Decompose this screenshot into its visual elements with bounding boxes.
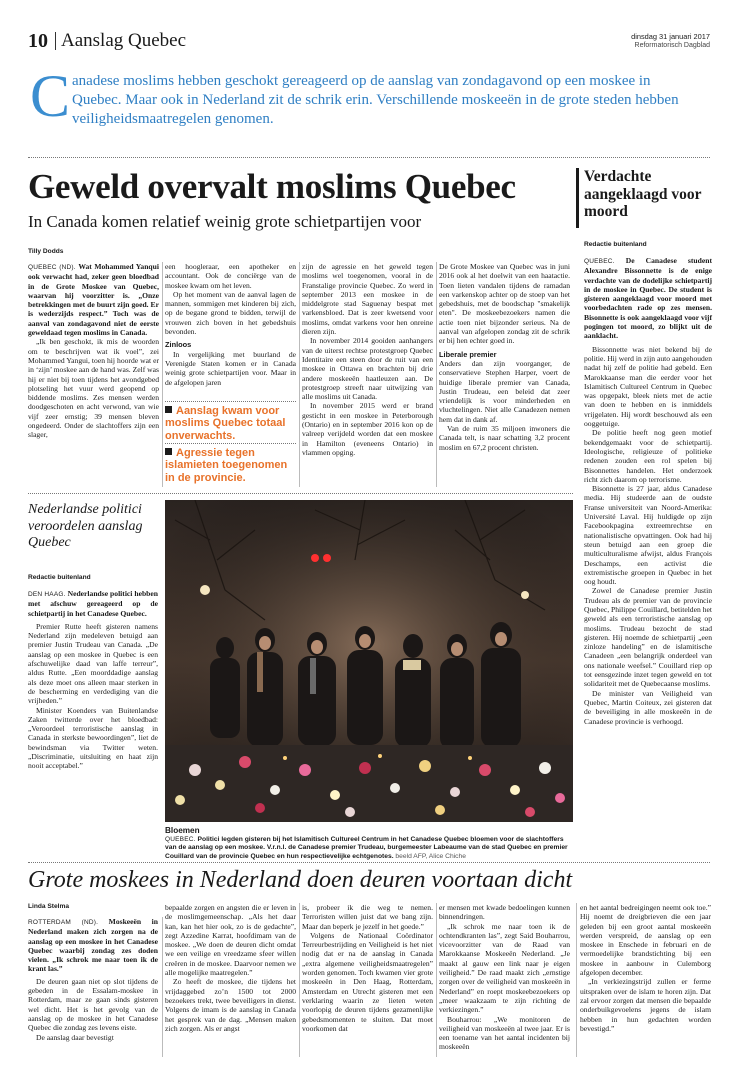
sidebar-rule <box>576 168 579 228</box>
caption-bold: Politici legden gisteren bij het Islamitisch Cultureel Centrum in het Canadese Quebec bloemen voor de slachtoffers van de aanslag op een moskee. <box>165 836 564 852</box>
main-subheadline: In Canada komen relatief weinig grote schietpartijen voor <box>28 212 422 231</box>
section-divider <box>55 32 56 50</box>
page-number: 10 <box>28 30 48 52</box>
paragraph: is, probeer ik die weg te nemen. Terroristen willen juist dat we bang zijn. Maar dan beperk je jezelf in het goede.” <box>302 903 433 931</box>
paragraph: Bouharrou: „We monitoren de veiligheid van moskeeën al twee jaar. Er is een toename van het aantal incidenten bij moskeeën <box>439 1014 570 1052</box>
pull-quote-text: Agressie tegen islamieten toegenomen in de provincie. <box>165 447 288 484</box>
col-rule <box>162 262 163 487</box>
paragraph: „Ik ben geschokt, ik mis de woorden om te beschrijven wat ik voel”, zei Mohammed Yangui, toen hij hoorde wat er in ‘zijn’ moskee aan de hand was. Zelf was hij er niet bij toen tijdens het avondgebed plotseling het vuur werd geopend op biddende moslims. Zes mensen werden doodgeschoten en acht verwond, van wie vijf zeer ernstig; 39 mensen bleven ongedeerd. Onder de slachtoffers zijn een slager, <box>28 337 159 440</box>
caption-title: Bloemen <box>165 826 200 835</box>
suspect-headline: Verdachte aangeklaagd voor moord <box>584 168 702 220</box>
paragraph: Volgens de Nationaal Coördinator Terreurbestrijding en Veiligheid is het niet nodig dat er na de aanslag in Canada „extra algemene veiligheidsmaatregelen” worden genomen. Toch kwamen vier grote moskeeën in Den Haag, Rotterdam, Amsterdam en Utrecht gisteren met een verklaring waarin ze lieten weten voorlopig de deuren tijdens gezamenlijke gebedsmomenten te sluiten. Dat moet voorkomen dat <box>302 930 433 1033</box>
politicians-headline: Nederlandse politici veroordelen aanslag Quebec <box>28 502 143 550</box>
paragraph: bepaalde zorgen en angsten die er leven in de moslimgemeenschap. „Als het daar kan, kan het hier ook, zo is de gedachte”, zegt Azzedine Karrat, hoofdimam van de moskee. „We doen de deuren dicht omdat we een veilige en vreedzame sfeer willen creëren in de moskee. Daarvoor nemen we alle mogelijke maatregelen.” <box>165 903 296 978</box>
caption-text <box>165 836 573 861</box>
main-col-2 <box>165 262 296 387</box>
dateline: QUEBEC. <box>584 258 615 265</box>
col-rule <box>162 917 163 1057</box>
paragraph: en het aantal bedreigingen neemt ook toe.” Hij noemt de dreigbrieven die een jaar geleden bij een groot aantal moskeeën werden verspreid, de aanslag op een moskee in Enschede in februari en de vermoedelijke brandstichting bij een moskee in aanbouw in Culemborg afgelopen december. <box>580 903 711 978</box>
paragraph: „Ik schrok me naar toen ik de ochtendkranten las”, zegt Said Bouharrou, vicevoorzitter van de Raad van Marokkaanse Moskeeën Nederland. „Je maakt al gauw een link naar je eigen veiligheid.” De raad maakt zich „ernstige zorgen over de veiligheid van moskeeën in Nederland” en roept moskeebezoekers op „meer waakzaam te zijn richting de verkiezingen.” <box>439 921 570 1015</box>
masthead <box>28 30 710 64</box>
paragraph: zijn de agressie en het geweld tegen moslims wel toegenomen, vooral in de Franstalige provincie Quebec. Zo werd in september 2013 een moskee in de middelgrote stad Saguenay bespat met varkensbloed. Dat is zeer kwetsend voor moslims, omdat varkens voor hen onreine dieren zijn. <box>302 262 433 337</box>
main-col-4 <box>439 262 570 452</box>
nl-col-4 <box>439 903 570 1052</box>
intro-block <box>28 63 710 152</box>
politicians-body <box>28 589 158 771</box>
lead-text: Moskeeën in Nederland maken zich zorgen na de aanslag op een moskee in het Canadese Quebec waarbij zondag zes doden vielen. „Ik schrok me naar toen ik de krant las.” <box>28 917 158 974</box>
lead-text: Nederlandse politici hebben met afschuw gereageerd op de schietpartij in het Canadese Quebec. <box>28 589 158 618</box>
paragraph: Anders dan zijn voorganger, de conservatieve Stephen Harper, voert de huidige liberale premier van Canada, Justin Trudeau, een beleid dat zeer vriendelijk is voor minderheden en vluchtelingen. Niet alle Canadezen nemen hem dat in dank af. <box>439 358 570 424</box>
nl-headline: Grote moskees in Nederland doen deuren voortaan dicht <box>28 867 573 893</box>
dateline: QUEBEC (ND). <box>28 264 76 271</box>
caption-dateline: QUEBEC. <box>165 836 196 843</box>
paragraph: In november 2014 gooiden aanhangers van de uiterst rechtse protestgroep Quebec Identitaire een steen door de ruit van een moskee in Ottawa en brachten bij drie andere moskeeën haatleuzen aan. De protestgroep streeft naar uitwijzing van alle moslims uit Canada. <box>302 336 433 402</box>
divider <box>28 862 710 863</box>
paragraph: Bisonnette is 27 jaar, aldus Canadese media. Hij studeerde aan de oudste Franse universiteit van Noord-Amerika: Université Laval. Hij huldigde op zijn Facebookpagina extreemrechtse en nationalistische opvattingen. Ook had hij steun betuigd aan een groep die multiculturalisme afwijst, aldus François Deschamps, een activist die extremistische groepen in Quebec in het oog houdt. <box>584 484 712 587</box>
lead-text: De Canadese student Alexandre Bissonnette is de enige verdachte van de dodelijke schietpartij in de moskee in Quebec. De student is gisteren aangeklaagd voor moord met voorbedachten rade op zes mensen. Bisonnette is ook aangeklaagd voor vijf pogingen tot moord, zo blijkt uit de aanklacht. <box>584 256 712 341</box>
drop-cap: C <box>30 63 71 129</box>
lead-text: Wat Mohammed Yanqui ook verwacht had, zeker geen bloedbad in de Grote Moskee van Quebec, waarvan hij voorzitter is. „Onze betrekkingen met de buurt zijn goed. Er is wederzijds respect.” Toch was de aanval van zondagavond niet de eerste geweldaad tegen moslims in Canada. <box>28 262 159 338</box>
pull-quote-text: Aanslag kwam voor moslims Quebec totaal onverwachts. <box>165 405 286 442</box>
col-rule <box>436 903 437 1057</box>
paragraph: Zo heeft de moskee, die tijdens het vrijdaggebed zo’n 1500 tot 2000 bezoekers trekt, twee beveiligers in dienst. Volgens de imam is de aanslag in Canada het gesprek van de dag. „Mensen maken zich zorgen. Als er angst <box>165 977 296 1033</box>
paragraph: Zowel de Canadese premier Justin Trudeau als de premier van de provincie Quebec, Philippe Couillard, betitelden het geweld als een terroristische aanslag op moslims. Trudeau bezocht de stad gisteren. Hij noemde de schietpartij „een zinloze handeling” en de islamitische Canadeen „een belangrijk onderdeel van ons nationale weefsel.” Couillard riep op tot eensgezinde inzet tegen geweld en tot solidariteit met de Quebecaanse moslims. <box>584 586 712 689</box>
photo-caption <box>165 826 573 861</box>
subhead: Liberale premier <box>439 349 497 359</box>
col-rule <box>299 262 300 487</box>
col-rule <box>576 903 577 1057</box>
pull-quote-2 <box>165 447 296 484</box>
suspect-byline: Redactie buitenland <box>584 241 647 248</box>
divider <box>28 493 573 494</box>
paragraph: In november 2015 werd er brand gesticht in een moskee in Peterborough (Ontario) en in september 2016 kon op de valreep verijdeld worden dat een moskee in Hamilton (eveneens Ontario) in vlammen opging. <box>302 401 433 457</box>
paragraph: De deuren gaan niet op slot tijdens de gebeden in de Essalam-moskee in Rotterdam, maar ze gaan sinds gisteren wel dicht. Het is het gevolg van de aanslag op de moskee in het Canadese Quebec die zondag zes levens eiste. <box>28 976 158 1033</box>
paragraph: „In verkiezingstrijd zullen er ferme uitspraken over de islam te horen zijn. Dat zal ervoor zorgen dat mensen die bepaalde onderbuikgevoelens jegens de islam hebben in hun gedachten worden bevestigd.” <box>580 977 711 1033</box>
pull-quote-1 <box>165 405 296 442</box>
mourners-illustration <box>165 500 573 822</box>
paragraph: De Grote Moskee van Quebec was in juni 2016 ook al het doelwit van een haatactie. Toen lieten vandalen tijdens de ramadan een varkenskop achter op de stoep van het gebedshuis, met de boodschap "smakelijk eten". De moskeebezoekers namen die actie toen niet bijzonder serieus. Na de aanval van afgelopen zondag zit de schrik er bij hen echter goed in. <box>439 262 570 346</box>
photo-credit: beeld AFP, Alice Chiche <box>395 852 466 860</box>
paragraph: Van de ruim 35 miljoen inwoners die Canada telt, is naar schatting 3,2 procent moslim en 67,2 procent christen. <box>439 424 570 452</box>
nl-col-1 <box>28 917 158 1042</box>
main-byline: Tilly Dodds <box>28 248 64 255</box>
news-photo <box>165 500 573 822</box>
quote-rule-mid <box>165 443 296 444</box>
main-col-1 <box>28 262 159 440</box>
nl-col-5 <box>580 903 711 1033</box>
section-title: Aanslag Quebec <box>61 30 187 51</box>
paragraph: In vergelijking met buurland de Verenigde Staten komen er in Canada weinig grote schietpartijen voor. Maar in de afgelopen jaren <box>165 349 296 387</box>
paragraph: er mensen met kwade bedoelingen kunnen binnendringen. <box>439 903 570 922</box>
paragraph: De politie heeft nog geen motief bekendgemaakt voor de schietpartij. Ideologische, religieuze of politieke redenen zouden een rol spelen bij Bisonnettes handelen. Het onderzoek richt zich daarom op terrorisme. <box>584 428 712 484</box>
paragraph: Minister Koenders van Buitenlandse Zaken twitterde over het bloedbad: „Veroordeel terroristische aanslag in Canada in sterkste bewoordingen”, liet de bewindsman via Twitter weten. „Discriminatie, uitsluiting en haat zijn nooit acceptabel.” <box>28 705 158 771</box>
paragraph: Bissonnette was niet bekend bij de politie. Hij werd in zijn auto aangehouden nadat hij zelf de politie had gebeld. Een Marokkaanse man die eerder voor het Islamitisch Cultureel Centrum in Quebec was opgepakt, bleek niets met de actie van doen te hebben en is inmiddels vrijgelaten. Hij wordt beschouwd als een ooggetuige. <box>584 344 713 429</box>
divider <box>28 157 710 158</box>
paragraph: Premier Rutte heeft gisteren namens Nederland zijn medeleven betuigd aan premier Justin Trudeau van Canada. „De aanslag op een moskee in Quebec is een afschuwelijke daad van laffe terreur”, aldus Rutte. „Een moorddadige aanslag als deze moet ons alleen maar sterken in de bescherming en verdediging van die vrijheden.” <box>28 621 158 706</box>
intro-text <box>72 72 702 129</box>
paragraph: De aanslag daar bevestigt <box>36 1032 114 1042</box>
square-bullet-icon <box>165 406 172 413</box>
nl-byline: Linda Stelma <box>28 903 70 910</box>
nl-col-2 <box>165 903 296 1033</box>
subhead: Zinloos <box>165 340 192 350</box>
square-bullet-icon <box>165 448 172 455</box>
suspect-body <box>584 256 712 726</box>
intro-text-span: anadese moslims hebben geschokt gereageerd op de aanslag van zondagavond op een moskee in Quebec. Maar ook in Nederland zit de schrik erin. Verschillende moskeeën in de grote steden hebben veiligheidsmaatregelen genomen. <box>72 73 679 127</box>
paragraph: een hoogleraar, een apotheker en accountant. Ook de conciërge van de moskee kwam om het leven. <box>165 262 296 290</box>
issue-date: dinsdag 31 januari 2017 <box>631 32 710 41</box>
col-rule <box>436 262 437 487</box>
col-rule <box>299 903 300 1057</box>
dateline: ROTTERDAM (ND). <box>28 919 99 926</box>
politicians-byline: Redactie buitenland <box>28 574 91 581</box>
newspaper-name: Reformatorisch Dagblad <box>634 42 710 49</box>
quote-rule-top <box>165 401 296 402</box>
dateline: DEN HAAG. <box>28 591 66 598</box>
paragraph: De minister van Veiligheid van Quebec, Martin Coiteux, zei gisteren dat de beveiliging in alle moskeeën in de Canadese provincie is verhoogd. <box>584 688 712 726</box>
nl-col-3 <box>302 903 433 1033</box>
paragraph: Op het moment van de aanval lagen de mannen, sommigen met kinderen bij zich, op de begane grond te bidden, terwijl de vrouwen zich boven in het gebedshuis bevonden. <box>165 289 296 337</box>
main-col-3 <box>302 262 433 457</box>
caption-rest: V.r.n.l. de Canadese premier Trudeau, burgemeester Labeaume van de stad Quebec en premier Couillard van de provincie Quebec en hun respectievelijke echtgenotes. <box>165 844 568 860</box>
main-headline: Geweld overvalt moslims Quebec <box>28 167 516 206</box>
